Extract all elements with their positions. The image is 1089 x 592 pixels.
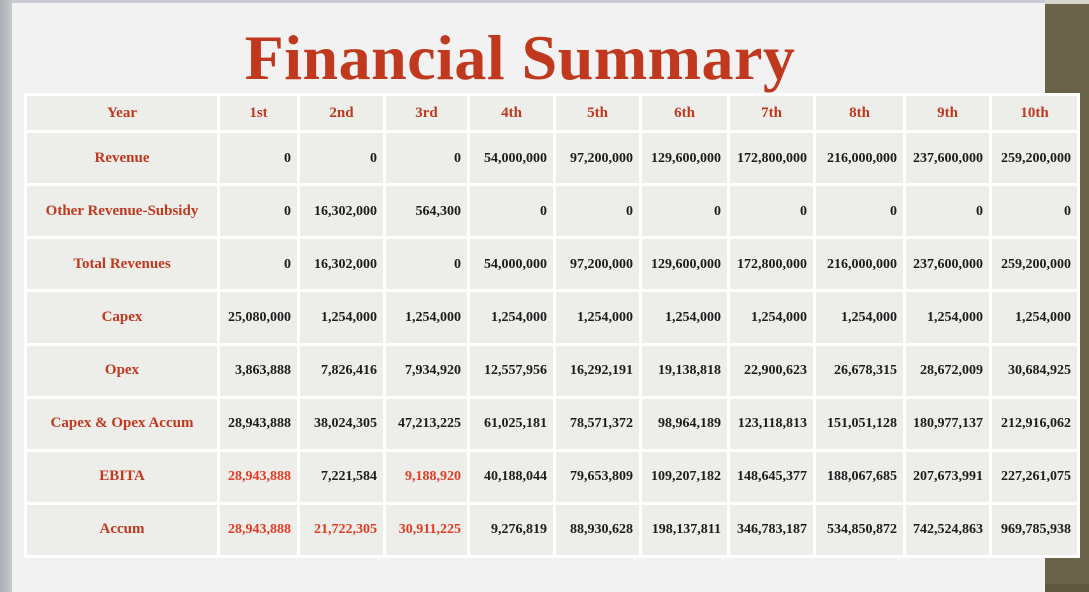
- table-cell: 216,000,000: [815, 132, 905, 185]
- header-year-6: 6th: [641, 95, 729, 132]
- row-label: Accum: [26, 503, 219, 556]
- table-header-row: [26, 95, 1079, 132]
- table-cell: 188,067,685: [815, 450, 905, 503]
- table-cell: 212,916,062: [991, 397, 1079, 450]
- table-cell: 28,672,009: [905, 344, 991, 397]
- table-cell: 1,254,000: [641, 291, 729, 344]
- table-cell: 16,302,000: [299, 238, 385, 291]
- table-row: [26, 238, 1079, 291]
- table-cell: 30,684,925: [991, 344, 1079, 397]
- table-cell: 54,000,000: [469, 238, 555, 291]
- table-cell: 16,292,191: [555, 344, 641, 397]
- table-cell: 0: [815, 185, 905, 238]
- header-year-10: 10th: [991, 95, 1079, 132]
- table-cell: 969,785,938: [991, 503, 1079, 556]
- table-cell: 207,673,991: [905, 450, 991, 503]
- table-row: [26, 291, 1079, 344]
- table-cell: 534,850,872: [815, 503, 905, 556]
- table-cell: 9,188,920: [385, 450, 469, 503]
- table-row: [26, 132, 1079, 185]
- table-cell: 30,911,225: [385, 503, 469, 556]
- table-cell: 28,943,888: [219, 397, 299, 450]
- table-cell: 0: [991, 185, 1079, 238]
- table-cell: 0: [555, 185, 641, 238]
- row-label: Opex: [26, 344, 219, 397]
- table-cell: 54,000,000: [469, 132, 555, 185]
- header-year-3: 3rd: [385, 95, 469, 132]
- table-cell: 12,557,956: [469, 344, 555, 397]
- table-cell: 7,826,416: [299, 344, 385, 397]
- table-row: [26, 450, 1079, 503]
- table-cell: 123,118,813: [729, 397, 815, 450]
- table-body: [26, 132, 1079, 557]
- left-edge-strip: [0, 0, 12, 592]
- row-label: Capex & Opex Accum: [26, 397, 219, 450]
- header-year-5: 5th: [555, 95, 641, 132]
- table-cell: 1,254,000: [905, 291, 991, 344]
- table-cell: 0: [905, 185, 991, 238]
- header-year-7: 7th: [729, 95, 815, 132]
- table-cell: 129,600,000: [641, 132, 729, 185]
- table-cell: 0: [219, 132, 299, 185]
- table-cell: 1,254,000: [469, 291, 555, 344]
- table-cell: 79,653,809: [555, 450, 641, 503]
- table-cell: 259,200,000: [991, 238, 1079, 291]
- table-cell: 25,080,000: [219, 291, 299, 344]
- table-cell: 0: [299, 132, 385, 185]
- table-row: [26, 397, 1079, 450]
- table-cell: 0: [385, 238, 469, 291]
- table-cell: 742,524,863: [905, 503, 991, 556]
- row-label: Total Revenues: [26, 238, 219, 291]
- table-cell: 1,254,000: [729, 291, 815, 344]
- table-cell: 109,207,182: [641, 450, 729, 503]
- table-cell: 28,943,888: [219, 450, 299, 503]
- table-cell: 26,678,315: [815, 344, 905, 397]
- table-row: [26, 503, 1079, 556]
- header-year-2: 2nd: [299, 95, 385, 132]
- table-cell: 1,254,000: [991, 291, 1079, 344]
- table-cell: 28,943,888: [219, 503, 299, 556]
- table-cell: 3,863,888: [219, 344, 299, 397]
- table-cell: 0: [469, 185, 555, 238]
- table-cell: 7,221,584: [299, 450, 385, 503]
- table-cell: 237,600,000: [905, 132, 991, 185]
- table-cell: 259,200,000: [991, 132, 1079, 185]
- table-cell: 180,977,137: [905, 397, 991, 450]
- table-cell: 22,900,623: [729, 344, 815, 397]
- slide-title: Financial Summary: [244, 22, 796, 93]
- table-cell: 97,200,000: [555, 238, 641, 291]
- table-cell: 0: [219, 185, 299, 238]
- table-cell: 78,571,372: [555, 397, 641, 450]
- table-cell: 1,254,000: [299, 291, 385, 344]
- row-label: Capex: [26, 291, 219, 344]
- table-cell: 237,600,000: [905, 238, 991, 291]
- table-cell: 346,783,187: [729, 503, 815, 556]
- table-cell: 0: [385, 132, 469, 185]
- header-year: Year: [26, 95, 219, 132]
- table-cell: 1,254,000: [555, 291, 641, 344]
- financial-summary-table: [24, 93, 1080, 558]
- table-cell: 38,024,305: [299, 397, 385, 450]
- table-cell: 172,800,000: [729, 238, 815, 291]
- header-year-4: 4th: [469, 95, 555, 132]
- table-cell: 1,254,000: [815, 291, 905, 344]
- table-cell: 227,261,075: [991, 450, 1079, 503]
- table-cell: 0: [729, 185, 815, 238]
- table-cell: 9,276,819: [469, 503, 555, 556]
- table-cell: 216,000,000: [815, 238, 905, 291]
- table-cell: 0: [219, 238, 299, 291]
- table-cell: 148,645,377: [729, 450, 815, 503]
- table-row: [26, 344, 1079, 397]
- table-cell: 564,300: [385, 185, 469, 238]
- header-year-9: 9th: [905, 95, 991, 132]
- row-label: Revenue: [26, 132, 219, 185]
- table-cell: 47,213,225: [385, 397, 469, 450]
- table-cell: 129,600,000: [641, 238, 729, 291]
- table-cell: 88,930,628: [555, 503, 641, 556]
- table-cell: 1,254,000: [385, 291, 469, 344]
- table-cell: 40,188,044: [469, 450, 555, 503]
- row-label: EBITA: [26, 450, 219, 503]
- table-cell: 0: [641, 185, 729, 238]
- header-year-1: 1st: [219, 95, 299, 132]
- table-cell: 172,800,000: [729, 132, 815, 185]
- table-cell: 21,722,305: [299, 503, 385, 556]
- table-cell: 19,138,818: [641, 344, 729, 397]
- table-cell: 98,964,189: [641, 397, 729, 450]
- table-cell: 198,137,811: [641, 503, 729, 556]
- table-cell: 97,200,000: [555, 132, 641, 185]
- table-row: [26, 185, 1079, 238]
- table-cell: 7,934,920: [385, 344, 469, 397]
- right-bar-bottom-edge: [1045, 584, 1089, 592]
- right-bar-top-edge: [1045, 0, 1089, 4]
- header-year-8: 8th: [815, 95, 905, 132]
- table-cell: 151,051,128: [815, 397, 905, 450]
- table-cell: 61,025,181: [469, 397, 555, 450]
- table-cell: 16,302,000: [299, 185, 385, 238]
- row-label: Other Revenue-Subsidy: [26, 185, 219, 238]
